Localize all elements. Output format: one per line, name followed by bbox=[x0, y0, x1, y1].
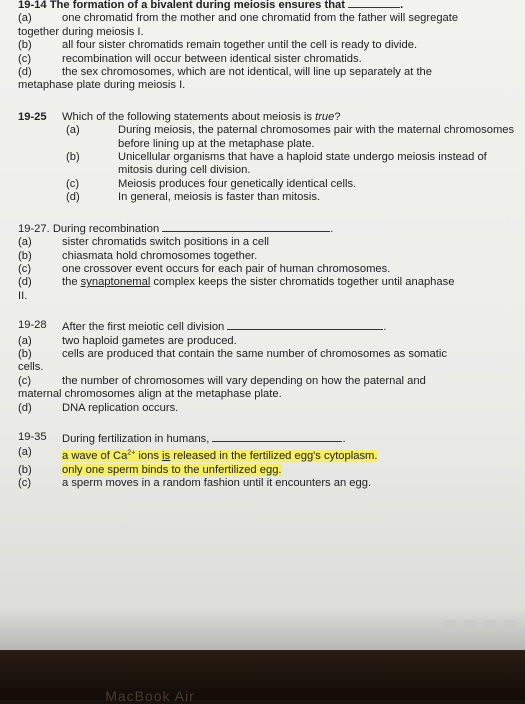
stem-end: ? bbox=[334, 110, 341, 123]
question-19-27 bbox=[18, 221, 518, 303]
answer-blank bbox=[212, 431, 342, 442]
option-text: the sex chromosomes, which are not identical, will line up separately at the bbox=[62, 66, 432, 79]
option-label: (a) bbox=[18, 12, 32, 25]
option-continuation: together during meiosis I. bbox=[18, 25, 144, 38]
question-stem: During fertilization in humans, . bbox=[62, 432, 346, 445]
print-layout-icon[interactable] bbox=[463, 620, 477, 632]
option-continuation: II. bbox=[18, 289, 28, 302]
option-text: recombination will occur between identical sister chromatids. bbox=[62, 52, 362, 65]
option-text-part: released in the fertilized egg's cytoplasm. bbox=[170, 450, 378, 463]
option-text: sister chromatids switch positions in a cell bbox=[62, 236, 270, 249]
option-text: chiasmata hold chromosomes together. bbox=[62, 249, 258, 262]
option-label: (a) bbox=[18, 236, 32, 249]
stem-text: After the first meiotic cell division bbox=[62, 321, 225, 334]
option-label: (b) bbox=[18, 39, 32, 52]
question-stem: After the first meiotic cell division . bbox=[62, 321, 387, 334]
underlined-term: is bbox=[162, 450, 171, 463]
question-19-28 bbox=[18, 319, 518, 415]
superscript: 2+ bbox=[127, 449, 136, 457]
option-text: Unicellular organisms that have a haploid state undergo meiosis instead of mitosis during cell division. bbox=[118, 151, 487, 177]
stem-text: 19-14 The formation of a bivalent during meiosis ensures that bbox=[18, 0, 345, 11]
option-label: (d) bbox=[18, 401, 32, 414]
option-label: (b) bbox=[66, 151, 80, 164]
question-stem: 19-14 The formation of a bivalent during meiosis ensures that . bbox=[18, 0, 518, 12]
option-label: (b) bbox=[18, 463, 32, 476]
question-number: 19-25 bbox=[18, 110, 47, 123]
option-text: a sperm moves in a random fashion until it encounters an egg. bbox=[62, 476, 372, 489]
option-text: one crossover event occurs for each pair of human chromosomes. bbox=[62, 262, 391, 275]
question-19-35 bbox=[18, 431, 518, 490]
document-page bbox=[18, 0, 518, 506]
list-view-icon[interactable] bbox=[503, 620, 517, 632]
grid-view-icon[interactable] bbox=[443, 620, 457, 632]
option-text: the number of chromosomes will vary depending on how the paternal and bbox=[62, 374, 426, 387]
stem-text: Which of the following statements about meiosis is bbox=[62, 110, 316, 123]
option-text-part: the bbox=[62, 276, 81, 289]
option-text-part: complex keeps the sister chromatids together until anaphase bbox=[150, 276, 455, 289]
highlighted-text bbox=[62, 450, 377, 462]
option-continuation: maternal chromosomes align at the metaphase plate. bbox=[18, 388, 282, 401]
question-stem: 19-27. During recombination . bbox=[18, 222, 334, 235]
option-label: (d) bbox=[18, 66, 32, 79]
option-text: DNA replication occurs. bbox=[62, 401, 179, 414]
option-continuation: metaphase plate during meiosis I. bbox=[18, 79, 186, 92]
option-text bbox=[62, 464, 518, 477]
option-text: two haploid gametes are produced. bbox=[62, 334, 237, 347]
option-label: (c) bbox=[18, 52, 32, 65]
option-label: (c) bbox=[18, 262, 32, 275]
option-label: (c) bbox=[66, 177, 80, 190]
option-label: (d) bbox=[66, 191, 80, 204]
option-label: (d) bbox=[18, 276, 32, 289]
option-label: (a) bbox=[18, 446, 32, 459]
option-text: Meiosis produces four genetically identical cells. bbox=[118, 177, 357, 190]
question-19-25 bbox=[18, 111, 518, 205]
option-text: In general, meiosis is faster than mitosis. bbox=[118, 191, 321, 204]
option-label: (a) bbox=[66, 124, 80, 137]
option-label: (a) bbox=[18, 334, 32, 347]
option-text-part: ions bbox=[135, 450, 163, 463]
option-text-part: a wave of Ca bbox=[62, 450, 128, 463]
laptop-brand-label: MacBook Air bbox=[105, 688, 195, 704]
option-continuation: cells. bbox=[18, 361, 44, 374]
option-label: (b) bbox=[18, 249, 32, 262]
option-text: cells are produced that contain the same number of chromosomes as somatic bbox=[62, 347, 447, 360]
option-text: all four sister chromatids remain together until the cell is ready to divide. bbox=[62, 39, 418, 52]
underlined-term: synaptonemal bbox=[80, 276, 151, 289]
stem-text: During fertilization in humans, bbox=[62, 432, 210, 445]
stem-emphasis: true bbox=[315, 110, 335, 123]
option-label: (c) bbox=[18, 476, 32, 489]
answer-blank bbox=[227, 319, 383, 330]
option-text bbox=[62, 446, 518, 463]
outline-view-icon[interactable] bbox=[483, 620, 497, 632]
question-19-14 bbox=[18, 0, 518, 93]
question-number: 19-28 bbox=[18, 319, 47, 332]
answer-blank bbox=[162, 221, 330, 232]
stem-text: 19-27. During recombination bbox=[18, 222, 160, 235]
option-label: (c) bbox=[18, 374, 32, 387]
highlighted-text: only one sperm binds to the unfertilized egg. bbox=[62, 463, 282, 476]
option-label: (b) bbox=[18, 347, 32, 360]
option-text: During meiosis, the paternal chromosomes pair with the maternal chromosomes before lining up at the metaphase plate. bbox=[118, 124, 515, 150]
answer-blank bbox=[348, 0, 400, 8]
option-text bbox=[62, 276, 518, 289]
question-stem bbox=[62, 111, 518, 124]
option-text: one chromatid from the mother and one chromatid from the father will segregate bbox=[62, 12, 459, 25]
question-number: 19-35 bbox=[18, 430, 47, 443]
view-controls bbox=[443, 618, 517, 634]
